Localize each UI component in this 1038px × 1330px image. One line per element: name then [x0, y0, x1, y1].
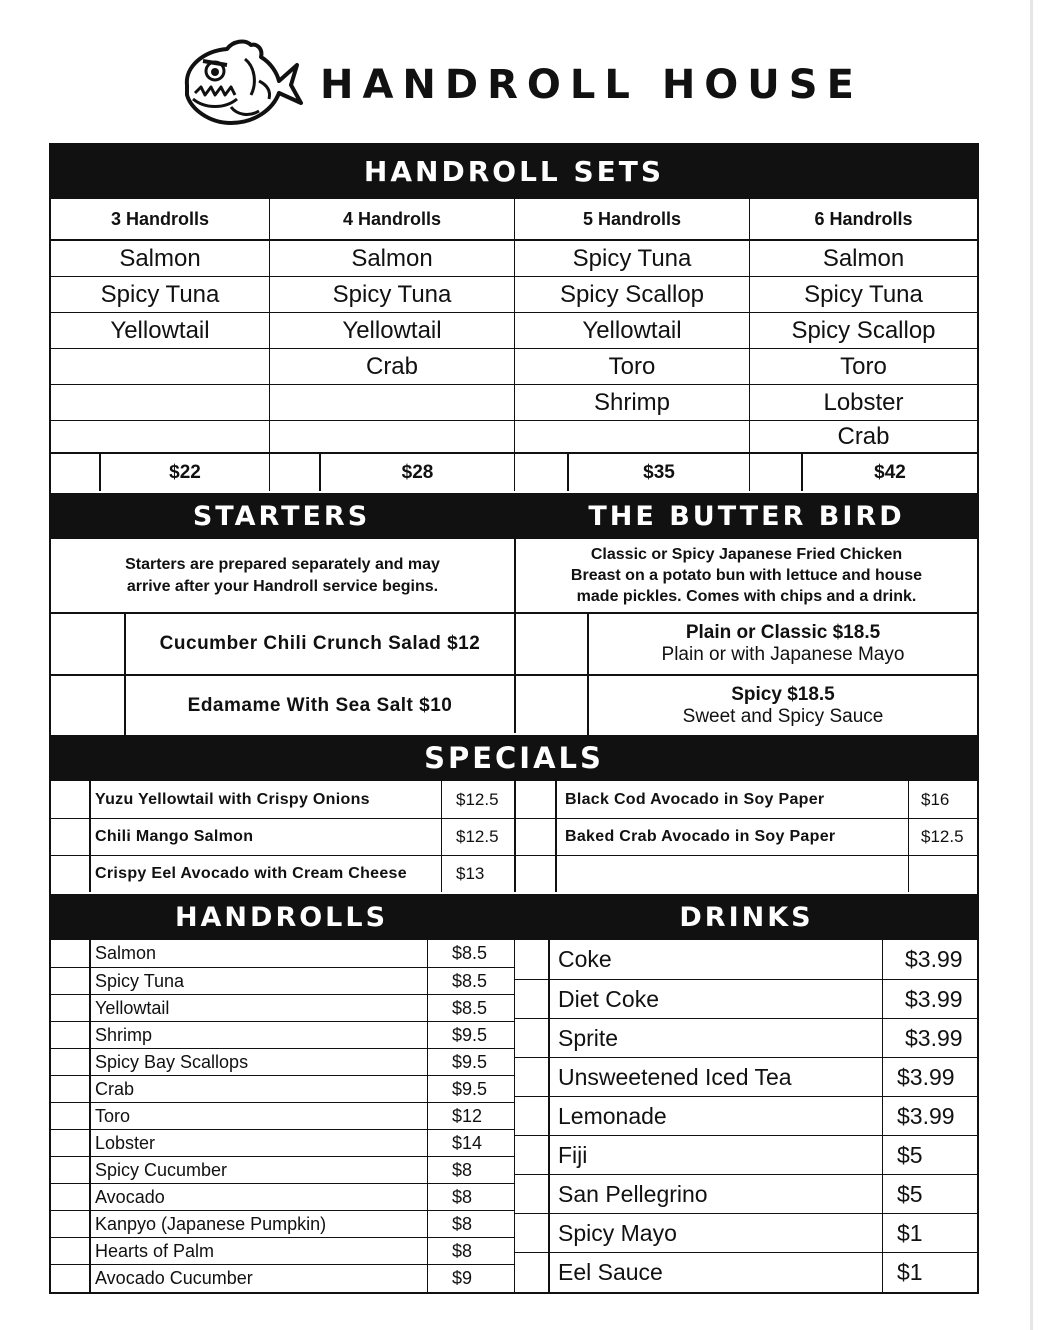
- drink-price: $3.99: [905, 1024, 963, 1051]
- set-5-item: Toro: [608, 352, 656, 380]
- drinks-title: DRINKS: [514, 894, 979, 940]
- bird-option: [589, 614, 977, 674]
- bird-desc-line: made pickles. Comes with chips and a drink.: [576, 588, 917, 605]
- set-6-item: Lobster: [823, 388, 904, 416]
- specials-table: [49, 781, 979, 896]
- handrolls-table: [49, 940, 515, 1294]
- bird-option: [589, 676, 977, 735]
- special-price: $13: [456, 864, 485, 883]
- drink-price: $3.99: [897, 1102, 955, 1129]
- set-6-price: $42: [874, 461, 906, 483]
- drink-name: Coke: [558, 946, 612, 972]
- set-5-price: $35: [643, 461, 675, 483]
- starter-item: Cucumber Chili Crunch Salad $12: [159, 633, 481, 654]
- special-name: Black Cod Avocado in Soy Paper: [565, 790, 825, 808]
- drink-price: $1: [897, 1259, 923, 1285]
- set-6-header: 6 Handrolls: [814, 208, 913, 229]
- set-5-item: Shrimp: [593, 388, 671, 416]
- handroll-name: Hearts of Palm: [95, 1240, 215, 1261]
- handroll-sets-title: HANDROLL SETS: [49, 143, 979, 199]
- special-price: $16: [921, 789, 950, 809]
- piranha-fish-icon: [175, 37, 305, 129]
- set-3-item: Yellowtail: [110, 316, 210, 344]
- butter-bird-description: [516, 539, 977, 612]
- special-name: Chili Mango Salmon: [95, 828, 254, 845]
- special-name: Baked Crab Avocado in Soy Paper: [565, 828, 836, 845]
- drink-price: $5: [897, 1180, 923, 1207]
- page-edge: [1030, 0, 1033, 1330]
- drink-price: $3.99: [905, 985, 963, 1012]
- set-3-item: Spicy Tuna: [100, 280, 220, 308]
- handroll-name: Shrimp: [95, 1024, 153, 1045]
- handroll-name: Yellowtail: [95, 997, 170, 1018]
- specials-title: SPECIALS: [49, 735, 979, 781]
- set-3-item: Salmon: [119, 244, 201, 272]
- handroll-price: $12: [452, 1105, 483, 1126]
- set-4-header: 4 Handrolls: [342, 208, 442, 229]
- drink-name: Eel Sauce: [558, 1259, 663, 1285]
- handroll-price: $8: [452, 1159, 473, 1180]
- handroll-price: $9.5: [452, 1051, 488, 1072]
- handroll-name: Salmon: [95, 943, 157, 963]
- drink-name: Sprite: [558, 1024, 619, 1051]
- set-6-item: Spicy Tuna: [804, 280, 923, 308]
- bird-option-subtitle: Plain or with Japanese Mayo: [661, 644, 905, 665]
- set-4-item: Crab: [365, 352, 419, 380]
- butter-bird-title: THE BUTTER BIRD: [514, 493, 979, 539]
- handroll-price: $8: [452, 1240, 473, 1261]
- drink-name: Lemonade: [558, 1102, 667, 1129]
- handroll-price: $8.5: [452, 970, 488, 991]
- special-price: $12.5: [921, 827, 964, 846]
- handroll-price: $14: [452, 1132, 483, 1153]
- handroll-name: Spicy Bay Scallops: [95, 1051, 249, 1072]
- bird-option-title: Plain or Classic $18.5: [685, 622, 881, 643]
- bird-desc-line: Classic or Spicy Japanese Fried Chicken: [590, 546, 903, 563]
- bird-option-title: Spicy $18.5: [731, 683, 835, 705]
- starters-bird-table: [49, 539, 979, 737]
- handroll-name: Spicy Tuna: [95, 970, 185, 991]
- starters-note-line: Starters are prepared separately and may: [125, 555, 440, 573]
- handroll-price: $9.5: [452, 1024, 488, 1045]
- handroll-price: $8: [452, 1213, 473, 1234]
- bird-option-subtitle: Sweet and Spicy Sauce: [682, 705, 884, 727]
- drink-name: Spicy Mayo: [558, 1219, 677, 1246]
- handroll-price: $9.5: [452, 1078, 488, 1099]
- handroll-name: Kanpyo (Japanese Pumpkin): [95, 1213, 327, 1234]
- starters-note: [51, 539, 514, 612]
- handroll-name: Lobster: [95, 1132, 156, 1153]
- special-price: $12.5: [456, 827, 499, 846]
- set-6-item: Toro: [840, 352, 887, 380]
- handroll-name: Avocado Cucumber: [95, 1268, 253, 1288]
- handroll-sets-table: [49, 199, 979, 495]
- drink-price: $3.99: [897, 1063, 955, 1090]
- handroll-name: Avocado: [95, 1186, 165, 1207]
- starter-item: Edamame With Sea Salt $10: [187, 694, 453, 716]
- set-3-price: $22: [169, 461, 201, 483]
- set-6-item: Salmon: [822, 244, 905, 272]
- set-5-item: Spicy Tuna: [572, 244, 692, 272]
- set-5-item: Yellowtail: [582, 316, 682, 344]
- set-5-item: Spicy Scallop: [559, 280, 705, 308]
- restaurant-name: HANDROLL HOUSE: [320, 62, 863, 108]
- handroll-name: Toro: [95, 1105, 131, 1126]
- set-6-item: Crab: [837, 422, 890, 450]
- handroll-price: $8.5: [452, 997, 488, 1018]
- drink-price: $3.99: [905, 946, 963, 972]
- drink-name: Diet Coke: [558, 985, 659, 1012]
- handroll-name: Crab: [95, 1078, 135, 1099]
- set-4-item: Salmon: [351, 244, 433, 272]
- handroll-price: $8: [452, 1186, 473, 1207]
- starters-note-line: arrive after your Handroll service begins.: [126, 577, 439, 595]
- special-name: Crispy Eel Avocado with Cream Cheese: [95, 865, 407, 882]
- special-price: $12.5: [456, 789, 499, 809]
- handroll-price: $8.5: [452, 943, 488, 963]
- drink-name: San Pellegrino: [558, 1180, 708, 1207]
- special-name: Yuzu Yellowtail with Crispy Onions: [95, 790, 370, 808]
- drink-price: $1: [897, 1219, 923, 1246]
- set-6-item: Spicy Scallop: [791, 316, 936, 344]
- drink-name: Fiji: [558, 1141, 588, 1168]
- handrolls-title: HANDROLLS: [49, 894, 514, 940]
- set-4-item: Yellowtail: [342, 316, 442, 344]
- handroll-name: Spicy Cucumber: [95, 1159, 228, 1180]
- bird-desc-line: Breast on a potato bun with lettuce and house: [570, 567, 923, 584]
- drink-price: $5: [897, 1141, 923, 1168]
- starters-title: STARTERS: [49, 493, 514, 539]
- set-4-price: $28: [401, 461, 434, 483]
- header: [170, 32, 870, 132]
- set-3-header: 3 Handrolls: [110, 208, 210, 229]
- handroll-price: $9: [452, 1268, 473, 1288]
- drinks-table: [514, 940, 979, 1294]
- drink-name: Unsweetened Iced Tea: [558, 1063, 792, 1090]
- set-5-header: 5 Handrolls: [582, 208, 682, 229]
- set-4-item: Spicy Tuna: [332, 280, 452, 308]
